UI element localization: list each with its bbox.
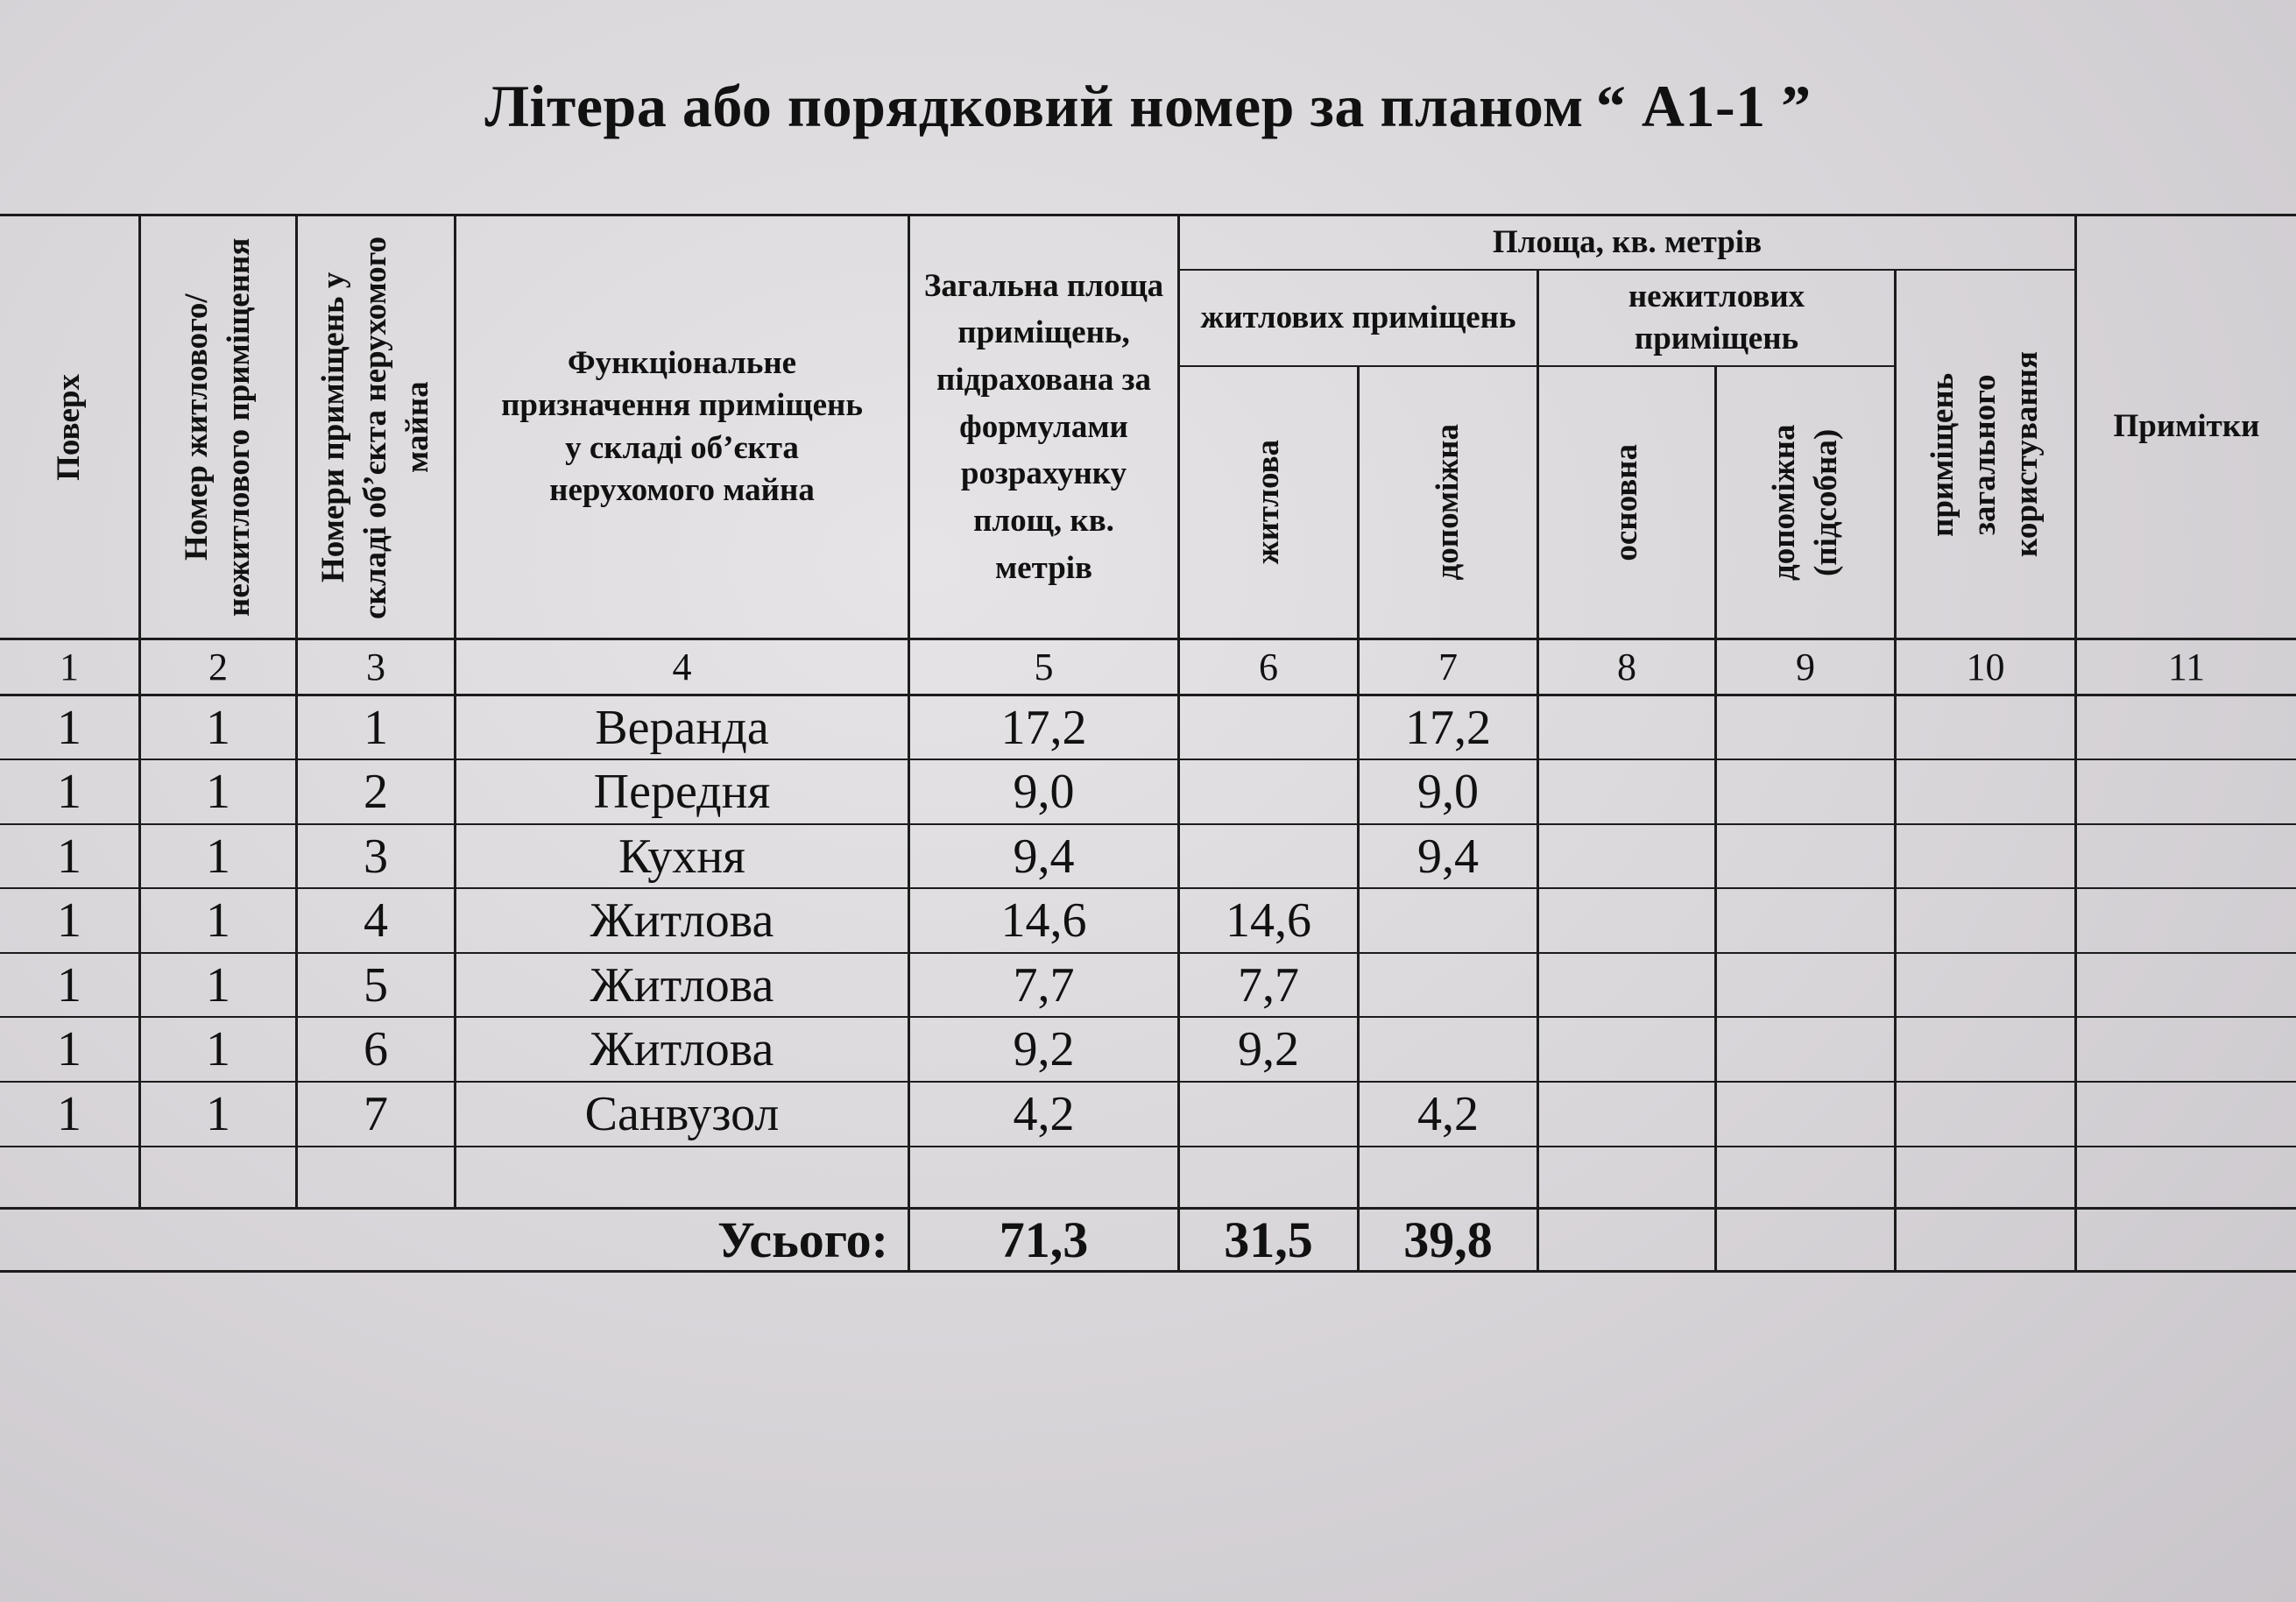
cell-auxiliary: 9,4: [1417, 829, 1479, 884]
cell-auxiliary: 4,2: [1417, 1087, 1479, 1141]
cell-purpose: Житлова: [590, 957, 774, 1013]
column-number: 2: [208, 646, 228, 688]
header-purpose: [456, 216, 908, 638]
cell-unit: 1: [206, 1022, 230, 1076]
totals-total-area: 71,3: [999, 1211, 1089, 1268]
header-unit-no-label: Номер житлового/ нежитлового приміщення: [178, 237, 257, 617]
header-area-group-label: Площа, кв. метрів: [1492, 223, 1763, 260]
cell-unit: 1: [206, 765, 230, 819]
column-number: 9: [1796, 646, 1815, 688]
cell-auxiliary: [1360, 954, 1537, 1016]
header-unit-no: [141, 216, 295, 638]
cell-living: 9,2: [1238, 1022, 1299, 1076]
header-notes-label: Примітки: [2113, 408, 2260, 445]
cell-room: 6: [364, 1022, 388, 1076]
header-nonresidential-group: [1539, 271, 1894, 365]
header-main-label: основна: [1607, 443, 1644, 561]
cell-living: [1180, 696, 1357, 759]
header-total-area-label: Загальна площа приміщень, підрахована за формулами розрахунку площ, кв. метрів: [923, 267, 1164, 586]
title-prefix: Літера або порядковий номер за планом: [484, 73, 1584, 139]
cell-total: 9,4: [1013, 829, 1075, 884]
cell-auxiliary: [1360, 1018, 1537, 1081]
cell-living: 7,7: [1238, 957, 1299, 1013]
cell-purpose: Санвузол: [584, 1087, 780, 1141]
cell-room: 7: [364, 1087, 388, 1141]
cell-floor: 1: [57, 1087, 81, 1141]
column-number: 6: [1259, 646, 1278, 688]
cell-unit: 1: [206, 829, 230, 884]
totals-auxiliary: 39,8: [1403, 1211, 1493, 1268]
cell-room: 4: [364, 893, 388, 948]
totals-label: Усього:: [717, 1211, 888, 1268]
cell-room: 2: [364, 765, 388, 819]
cell-floor: 1: [57, 765, 81, 819]
column-number: 8: [1617, 646, 1636, 688]
cell-unit: 1: [206, 700, 230, 755]
column-number: 11: [2167, 646, 2206, 688]
header-auxiliary-utility: [1717, 367, 1894, 638]
cell-floor: 1: [57, 700, 81, 755]
header-notes: [2077, 216, 2296, 638]
header-floor: [0, 216, 138, 638]
cell-auxiliary: 17,2: [1405, 700, 1491, 755]
cell-unit: 1: [206, 893, 230, 948]
cell-total: 9,0: [1013, 765, 1075, 819]
column-number: 7: [1438, 646, 1458, 688]
cell-purpose: Житлова: [590, 1022, 774, 1076]
header-area-group: [1180, 216, 2074, 269]
cell-unit: 1: [206, 1087, 230, 1141]
header-residential-group: [1180, 271, 1537, 365]
header-common-use-label: приміщень загального користування: [1925, 351, 2045, 557]
cell-living: [1180, 825, 1357, 887]
cell-auxiliary: [1360, 889, 1537, 952]
cell-floor: 1: [57, 829, 81, 884]
cell-living: [1180, 760, 1357, 823]
header-residential-group-label: житлових приміщень: [1200, 299, 1516, 335]
column-number: 3: [366, 646, 385, 688]
header-purpose-label: Функціональне призначення приміщень у складі об’єкта нерухомого майна: [501, 345, 863, 508]
cell-floor: 1: [57, 957, 81, 1013]
cell-room: 3: [364, 829, 388, 884]
header-auxiliary-utility-label: допоміжна (підсобна): [1765, 424, 1844, 581]
cell-floor: 1: [57, 893, 81, 948]
cell-unit: 1: [206, 957, 230, 1013]
cell-purpose: Кухня: [618, 829, 745, 884]
table-bottom-border: [0, 1270, 2296, 1273]
cell-total: 17,2: [1000, 700, 1087, 755]
cell-living: [1180, 1083, 1357, 1146]
header-living-label: житлова: [1249, 440, 1286, 565]
header-auxiliary-label: допоміжна: [1429, 424, 1466, 581]
totals-living: 31,5: [1224, 1211, 1313, 1268]
cell-living: 14,6: [1226, 893, 1311, 948]
cell-total: 4,2: [1013, 1087, 1075, 1141]
cell-total: 7,7: [1013, 957, 1075, 1013]
plan-number: “ А1-1 ”: [1595, 73, 1812, 139]
header-auxiliary: [1360, 367, 1537, 638]
header-main: [1539, 367, 1714, 638]
cell-purpose: Передня: [593, 765, 771, 819]
cell-room: 5: [364, 957, 388, 1013]
column-number: 10: [1966, 646, 2005, 688]
column-number: 4: [672, 646, 692, 688]
column-number: 1: [60, 646, 79, 688]
cell-total: 9,2: [1013, 1022, 1075, 1076]
header-room-no-label: Номери приміщень у складі об’єкта нерухомого майна: [314, 235, 436, 619]
cell-floor: 1: [57, 1022, 81, 1076]
header-total-area: [910, 216, 1177, 638]
header-living: [1180, 367, 1357, 638]
cell-purpose: Веранда: [595, 700, 769, 755]
column-number: 5: [1034, 646, 1054, 688]
row-divider: [0, 1146, 2296, 1147]
header-room-no: [298, 216, 454, 638]
header-floor-label: Поверх: [50, 373, 87, 481]
cell-total: 14,6: [1000, 893, 1087, 948]
cell-purpose: Житлова: [590, 893, 774, 948]
cell-auxiliary: 9,0: [1417, 765, 1479, 819]
header-nonresidential-group-label: нежитлових приміщень: [1628, 278, 1805, 356]
cell-room: 1: [364, 700, 388, 755]
header-common-use: [1897, 271, 2074, 638]
